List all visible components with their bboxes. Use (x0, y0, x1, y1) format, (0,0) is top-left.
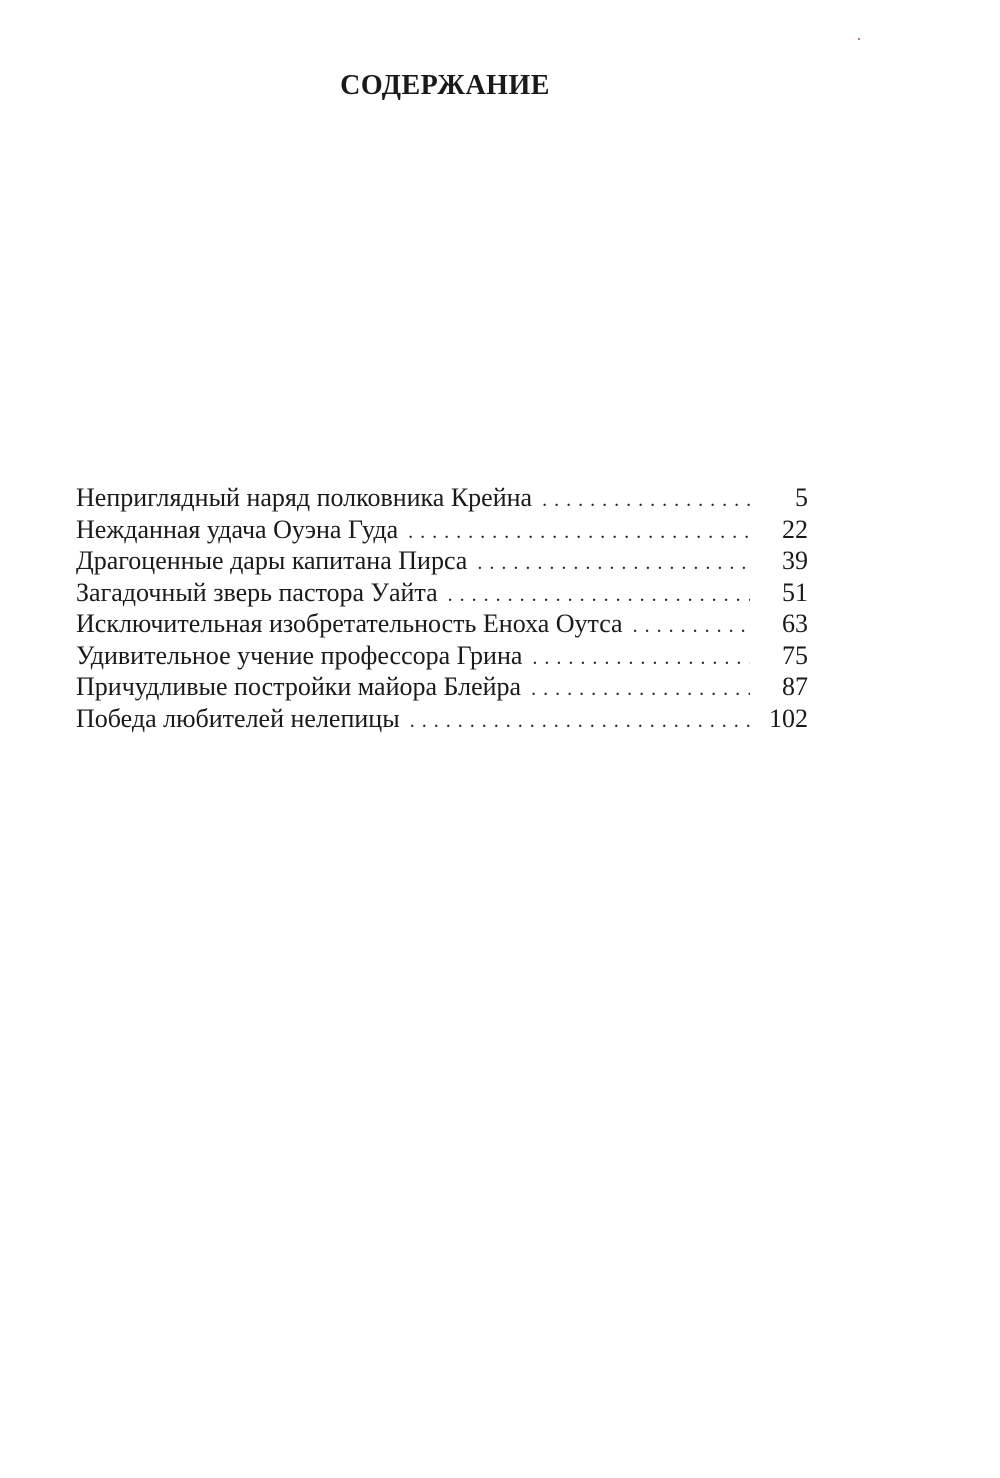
toc-entry-title: Удивительное учение профессора Грина (76, 640, 523, 670)
toc-entry-page: 75 (782, 640, 808, 670)
toc-entry[interactable] (76, 671, 808, 703)
contents-heading: СОДЕРЖАНИЕ (340, 70, 550, 101)
toc-leader-dots (532, 643, 750, 675)
toc-entry-page: 39 (782, 546, 808, 575)
toc-entry-title: Неприглядный наряд полковника Крейна (76, 483, 533, 512)
toc-entry-page: 102 (769, 703, 808, 733)
toc-entry-title: Победа любителей нелепицы (76, 703, 400, 733)
toc-entry[interactable] (76, 640, 808, 672)
toc-leader-dots (531, 674, 750, 706)
toc-entry[interactable] (76, 514, 808, 546)
toc-entry[interactable] (76, 545, 808, 577)
toc-leader-dots (408, 517, 750, 549)
toc-entry-page: 51 (782, 577, 808, 607)
toc-leader-dots (448, 580, 750, 612)
toc-entry-page: 5 (795, 483, 808, 512)
toc-leader-dots (477, 548, 750, 580)
toc-leader-dots (633, 611, 750, 643)
toc-entry-title: Нежданная удача Оуэна Гуда (76, 514, 399, 544)
toc-entry[interactable] (76, 482, 808, 514)
table-of-contents (76, 482, 808, 734)
paper-speck (858, 38, 860, 40)
toc-entry-page: 22 (782, 514, 808, 544)
toc-entry-title: Драгоценные дары капитана Пирса (76, 546, 468, 575)
toc-entry-page: 63 (782, 609, 808, 638)
toc-entry[interactable] (76, 703, 808, 735)
toc-entry-page: 87 (782, 672, 808, 701)
toc-leader-dots (542, 485, 750, 517)
toc-entry[interactable] (76, 577, 808, 609)
toc-entry-title: Исключительная изобретательность Еноха Оутса (76, 609, 623, 638)
toc-entry-title: Причудливые постройки майора Блейра (76, 672, 522, 701)
toc-entry-title: Загадочный зверь пастора Уайта (76, 577, 438, 607)
toc-leader-dots (410, 706, 750, 738)
toc-entry[interactable] (76, 608, 808, 640)
